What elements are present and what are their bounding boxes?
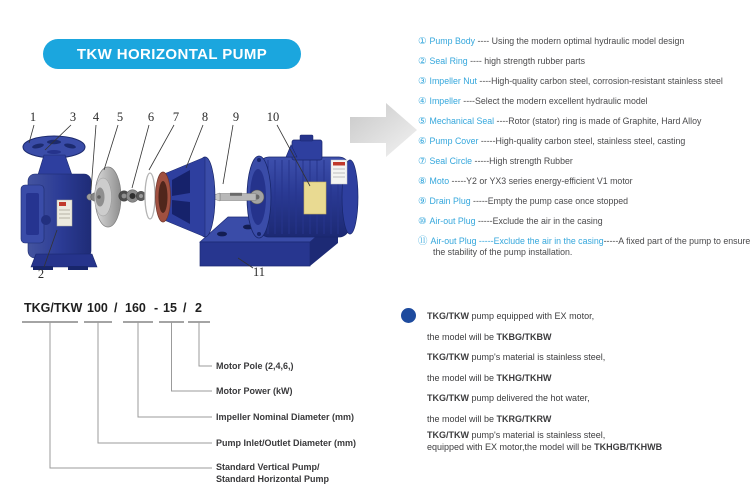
part-desc: -----Y2 or YX3 series energy-efficient V1 motor	[449, 176, 633, 186]
circled-number: ⑪	[418, 236, 428, 247]
callout-10: 10	[266, 110, 280, 124]
code-sep: -	[154, 301, 159, 315]
circled-number: ⑤	[418, 116, 427, 127]
part-desc: ---- Using the modern optimal hydraulic model design	[475, 36, 685, 46]
part-desc: ----High-quality carbon steel, corrosion-resistant stainless steel	[476, 76, 723, 86]
part-name: Mechanical Seal	[429, 116, 495, 126]
note-stainless: TKG/TKW pump's material is stainless steel, the model will be TKHG/TKHW	[427, 352, 606, 383]
code-sep: /	[114, 301, 118, 315]
circled-number: ④	[418, 96, 427, 107]
code-seg-impeller: 160	[125, 301, 146, 315]
circled-number: ⑧	[418, 176, 427, 187]
part-name: Seal Circle	[429, 156, 473, 166]
part-name: Seal Ring	[429, 56, 468, 66]
part-name: Pump Cover	[429, 136, 479, 146]
circled-number: ⑥	[418, 136, 427, 147]
part-item-1	[418, 36, 754, 47]
part-desc: -----High strength Rubber	[472, 156, 573, 166]
code-seg-series: TKG/TKW	[24, 301, 83, 315]
label-standard-pump-line2: Standard Horizontal Pump	[216, 474, 330, 484]
motor-part	[259, 135, 358, 237]
pump-exploded-diagram	[0, 90, 430, 295]
callout-9: 9	[232, 110, 240, 124]
part-desc: ---- high strength rubber parts	[467, 56, 586, 66]
callout-6: 6	[147, 110, 155, 124]
circled-number: ⑩	[418, 216, 427, 227]
part-desc: -----A fixed part of the pump to ensure the stability of the pump installation.	[433, 236, 751, 257]
pump-cover-part	[156, 157, 216, 237]
part-item-11: ⑪ Air-out Plug -----Exclude the air in the casing-----A fixed part of the pump to ensure the stability of the pump installation.	[418, 236, 751, 257]
part-item-3	[418, 76, 754, 87]
label-standard-pump-line1: Standard Vertical Pump/	[216, 462, 320, 472]
code-seg-power: 15	[163, 301, 177, 315]
code-connector-lines	[50, 322, 212, 468]
page-title: TKW HORIZONTAL PUMP	[43, 39, 301, 69]
shaft-part	[212, 193, 256, 201]
seal-circle-part	[145, 173, 155, 219]
part-desc: -----High-quality carbon steel, stainless steel, casting	[478, 136, 686, 146]
part-item-5	[418, 116, 754, 127]
part-name: Air-out Plug	[429, 216, 476, 226]
code-seg-pole: 2	[195, 301, 202, 315]
part-name: Moto	[429, 176, 450, 186]
callout-1: 1	[29, 110, 37, 124]
right-arrow-icon	[350, 103, 417, 157]
part-item-8	[418, 176, 754, 187]
part-desc: ----Select the modern excellent hydraulic model	[460, 96, 648, 106]
callout-8: 8	[201, 110, 209, 124]
label-inlet-outlet-diameter: Pump Inlet/Outlet Diameter (mm)	[216, 438, 357, 448]
part-name: Pump Body	[429, 36, 476, 46]
part-item-6	[418, 136, 754, 147]
callout-11: 11	[252, 265, 266, 279]
part-name: Impeller Nut	[429, 76, 477, 86]
circled-number: ②	[418, 56, 427, 67]
circled-number: ③	[418, 76, 427, 87]
label-motor-pole: Motor Pole (2,4,6,)	[216, 361, 294, 371]
model-variant-notes	[401, 306, 753, 453]
label-motor-power: Motor Power (kW)	[216, 386, 293, 396]
note-stainless-ex: TKG/TKW pump's material is stainless steel, equipped with EX motor,the model will be TKHGB/TKHWB	[427, 430, 663, 452]
callout-3: 3	[69, 110, 77, 124]
code-seg-inlet: 100	[87, 301, 108, 315]
callout-2: 2	[37, 267, 45, 281]
circled-number: ⑦	[418, 156, 427, 167]
motor-nameplate-yellow	[304, 182, 326, 214]
code-sep: /	[183, 301, 187, 315]
impeller-part	[95, 167, 122, 227]
part-desc: ----Rotor (stator) ring is made of Graphite, Hard Alloy	[494, 116, 702, 126]
part-item-4	[418, 96, 754, 107]
part-desc: -----Empty the pump case once stopped	[470, 196, 629, 206]
part-item-2	[418, 56, 754, 67]
callout-7: 7	[172, 110, 180, 124]
part-item-9	[418, 196, 754, 207]
pump-body-part	[21, 136, 97, 270]
mechanical-seal-part	[119, 190, 146, 203]
parts-legend	[418, 36, 754, 267]
part-name: Air-out Plug	[430, 236, 477, 246]
part-item-10	[418, 216, 754, 227]
model-code-diagram	[0, 295, 400, 500]
note-hot-water: TKG/TKW pump delivered the hot water, the model will be TKRG/TKRW	[427, 393, 590, 424]
note-ex-motor: TKG/TKW pump equipped with EX motor, the model will be TKBG/TKBW	[427, 311, 595, 342]
part-name: Drain Plug	[429, 196, 471, 206]
label-impeller-diameter: Impeller Nominal Diameter (mm)	[216, 412, 355, 422]
bullet-icon	[401, 308, 416, 323]
circled-number: ①	[418, 36, 427, 47]
part-desc: -----Exclude the air in the casing	[475, 216, 603, 226]
part-item-7	[418, 156, 754, 167]
callout-4: 4	[92, 110, 100, 124]
callout-5: 5	[116, 110, 124, 124]
part-name: Impeller	[429, 96, 461, 106]
circled-number: ⑨	[418, 196, 427, 207]
